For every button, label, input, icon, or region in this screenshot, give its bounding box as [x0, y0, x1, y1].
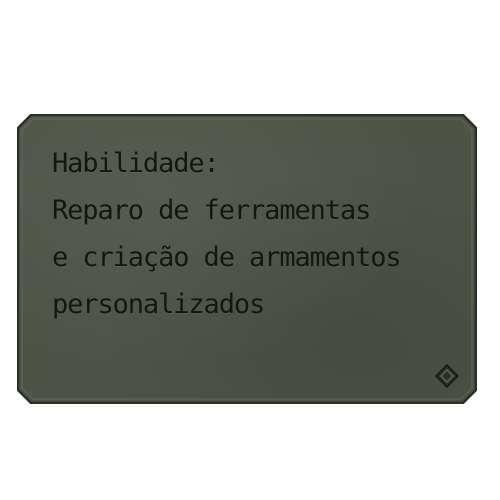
skill-heading: Habilidade: — [52, 148, 219, 179]
diamond-icon — [434, 363, 460, 389]
skill-description — [52, 140, 462, 328]
skill-line-1: Reparo de ferramentas — [52, 195, 371, 226]
skill-line-3: personalizados — [52, 289, 265, 320]
skill-line-2: e criação de armamentos — [52, 242, 401, 273]
